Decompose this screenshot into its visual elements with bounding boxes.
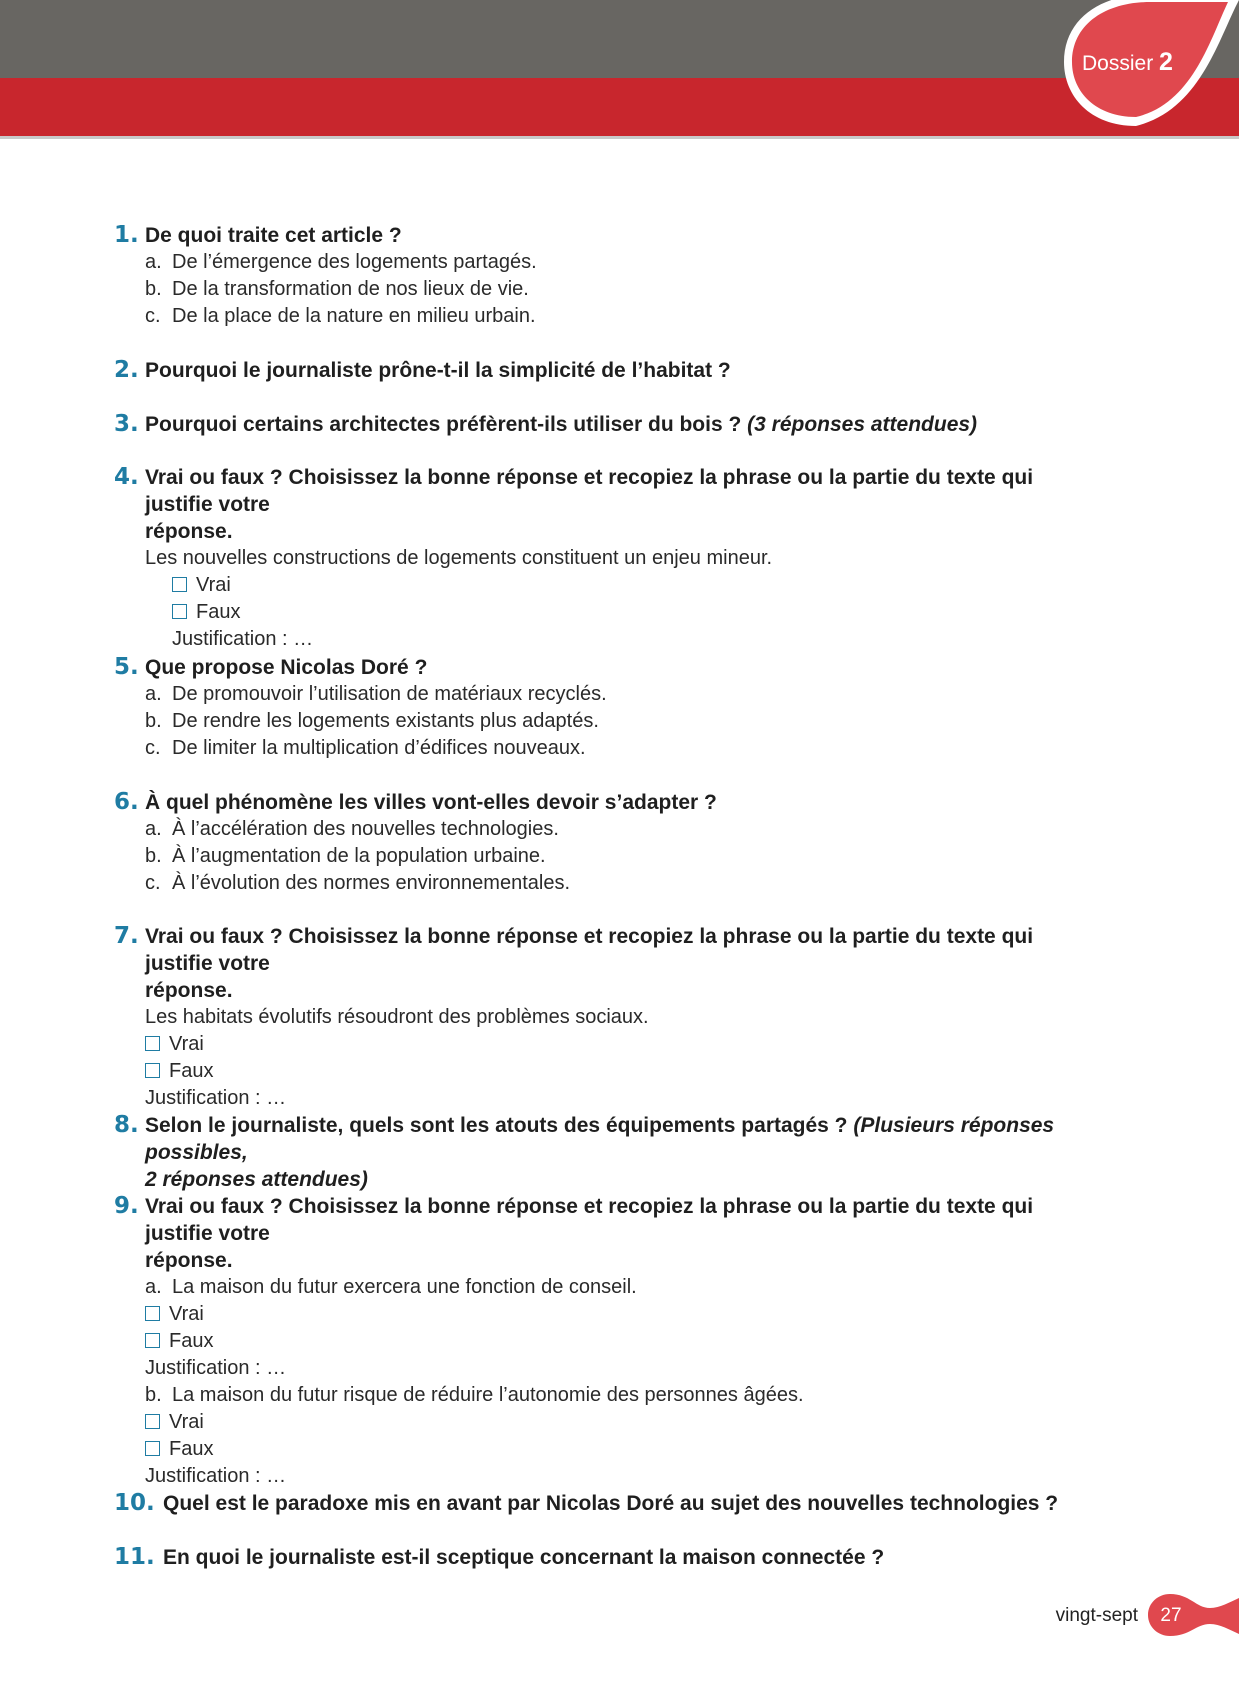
answer-option: a. À l’accélération des nouvelles technologies. [145,818,559,840]
dossier-badge [1082,46,1202,78]
question-text-continued: réponse. [145,1249,233,1272]
checkbox-true[interactable]: Vrai [114,572,1094,599]
question-note: (3 réponses attendues) [747,413,978,436]
question-text: Vrai ou faux ? Choisissez la bonne réponse et recopiez la phrase ou la partie du texte qui justifie votre [145,466,1034,516]
question-5 [114,654,1094,762]
checkbox-false[interactable]: Faux [114,599,1094,626]
question-number: 3. [114,411,139,437]
answer-option: c. De la place de la nature en milieu urbain. [145,305,536,327]
checkbox-true[interactable]: Vrai [114,1409,1094,1436]
checkbox-icon[interactable] [145,1414,160,1429]
question-text: À quel phénomène les villes vont-elles devoir s’adapter ? [145,791,717,814]
question-number: 5. [114,654,139,680]
statement: Les habitats évolutifs résoudront des problèmes sociaux. [145,1006,649,1028]
question-2 [114,357,1094,384]
checkbox-icon[interactable] [172,577,187,592]
checkbox-icon[interactable] [145,1441,160,1456]
answer-option: b. De rendre les logements existants plus adaptés. [145,710,599,732]
question-3 [114,411,1094,438]
statement: Les nouvelles constructions de logements constituent un enjeu mineur. [145,547,773,569]
question-number: 8. [114,1112,139,1138]
justification-line: Justification : … [145,1465,287,1487]
checkbox-false[interactable]: Faux [114,1058,1094,1085]
checkbox-icon[interactable] [145,1063,160,1078]
checkbox-false[interactable]: Faux [114,1436,1094,1463]
header-divider [0,136,1239,139]
checkbox-false[interactable]: Faux [114,1328,1094,1355]
answer-option: c. De limiter la multiplication d’édifices nouveaux. [145,737,586,759]
dossier-number: 2 [1159,48,1173,76]
question-number: 2. [114,357,139,383]
question-8 [114,1112,1094,1193]
justification-line: Justification : … [145,1087,287,1109]
question-number: 1. [114,222,139,248]
checkbox-true[interactable]: Vrai [114,1031,1094,1058]
question-number: 6. [114,789,139,815]
question-text: Pourquoi certains architectes préfèrent-ils utiliser du bois ? [145,413,742,436]
question-number: 11. [114,1544,155,1570]
question-4 [114,464,1094,653]
checkbox-icon[interactable] [145,1306,160,1321]
question-text: Vrai ou faux ? Choisissez la bonne réponse et recopiez la phrase ou la partie du texte qui justifie votre [145,925,1034,975]
statement: b. La maison du futur risque de réduire l’autonomie des personnes âgées. [145,1384,804,1406]
page-word: vingt-sept [1055,1605,1138,1626]
question-note-continued: 2 réponses attendues) [145,1168,368,1191]
question-text: Quel est le paradoxe mis en avant par Nicolas Doré au sujet des nouvelles technologies ? [163,1492,1059,1515]
question-text-continued: réponse. [145,520,233,543]
question-7 [114,923,1094,1112]
justification-line: Justification : … [172,628,314,650]
question-number: 10. [114,1490,155,1516]
question-text: Selon le journaliste, quels sont les atouts des équipements partagés ? [145,1114,848,1137]
question-11 [114,1544,1094,1571]
question-number: 7. [114,923,139,949]
checkbox-true[interactable]: Vrai [114,1301,1094,1328]
question-6 [114,789,1094,897]
checkbox-icon[interactable] [145,1036,160,1051]
question-text: En quoi le journaliste est-il sceptique concernant la maison connectée ? [163,1546,885,1569]
question-text: Que propose Nicolas Doré ? [145,656,428,679]
question-text-continued: réponse. [145,979,233,1002]
question-text: Pourquoi le journaliste prône-t-il la simplicité de l’habitat ? [145,359,731,382]
question-1 [114,222,1094,330]
answer-option: b. À l’augmentation de la population urbaine. [145,845,546,867]
checkbox-icon[interactable] [172,604,187,619]
dossier-label: Dossier [1082,52,1154,75]
statement: a. La maison du futur exercera une fonction de conseil. [145,1276,637,1298]
question-10 [114,1490,1094,1517]
page-number: 27 [1160,1605,1182,1626]
question-note: (Plusieurs réponses possibles, [145,1114,1055,1164]
answer-option: b. De la transformation de nos lieux de vie. [145,278,529,300]
checkbox-icon[interactable] [145,1333,160,1348]
answer-option: a. De l’émergence des logements partagés. [145,251,537,273]
question-text: Vrai ou faux ? Choisissez la bonne réponse et recopiez la phrase ou la partie du texte qui justifie votre [145,1195,1034,1245]
question-text: De quoi traite cet article ? [145,224,402,247]
justification-line: Justification : … [145,1357,287,1379]
question-9 [114,1193,1094,1490]
answer-option: c. À l’évolution des normes environnementales. [145,872,570,894]
question-number: 9. [114,1193,139,1219]
question-number: 4. [114,464,139,490]
answer-option: a. De promouvoir l’utilisation de matériaux recyclés. [145,683,607,705]
